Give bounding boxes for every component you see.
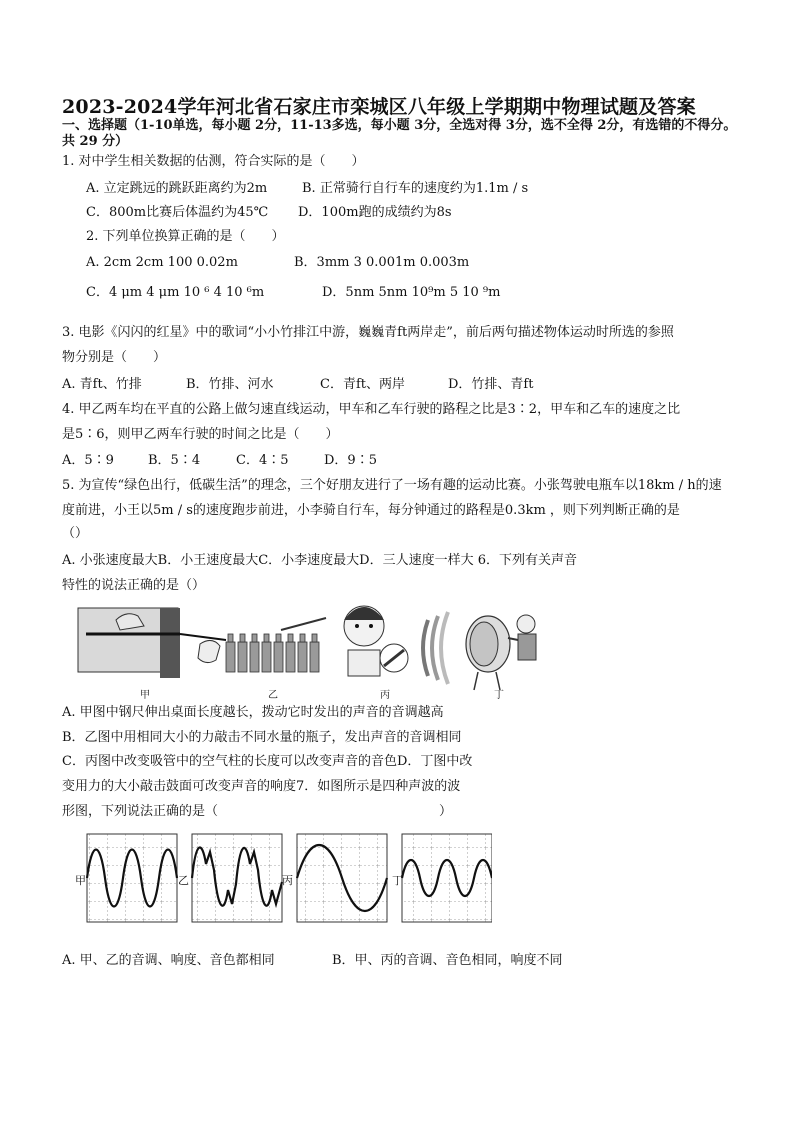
q7-stem: 形图，下列说法正确的是（ ） bbox=[62, 804, 453, 819]
section-heading: 一、选择题（1-10单选，每小题 2分，11-13多选，每小题 3分，全选对得 3分，选不全得 2分，有选错的不得分。共 29 分） bbox=[62, 118, 737, 149]
q1-option-c: C．800m比赛后体温约为45℃ bbox=[86, 205, 269, 220]
q1-option-b: B. 正常骑行自行车的速度约为1.1m / s bbox=[302, 181, 529, 196]
fig7-label-yi: 乙 bbox=[178, 874, 189, 887]
fig6-label-ding: 丁 bbox=[494, 690, 504, 701]
q7-option-b: B．甲、丙的音调、音色相同，响度不同 bbox=[332, 953, 563, 968]
boy-straw-illustration bbox=[344, 606, 408, 676]
fig6-label-jia: 甲 bbox=[140, 690, 150, 701]
bottles-illustration bbox=[226, 618, 326, 672]
q2-option-a: A. 2cm 2cm 100 0.02m bbox=[86, 255, 238, 270]
page-title: 2023-2024学年河北省石家庄市栾城区八年级上学期期中物理试题及答案 bbox=[62, 96, 696, 118]
q5-stem-line1: 5. 为宣传“绿色出行，低碳生活”的理念，三个好朋友进行了一场有趣的运动比赛。小张驾驶电瓶车以18km / h的速 bbox=[62, 478, 722, 493]
q3-option-c: C．青ft、两岸 bbox=[320, 377, 405, 392]
q3-option-b: B．竹排、河水 bbox=[186, 377, 274, 392]
q5-stem-line2: 度前进，小王以5m / s的速度跑步前进，小李骑自行车，每分钟通过的路程是0.3km ，则下列判断正确的是 bbox=[62, 503, 680, 518]
q3-stem-line1: 3. 电影《闪闪的红星》中的歌词“小小竹排江中游，巍巍青ft两岸走”，前后两句描述物体运动时所选的参照 bbox=[62, 325, 674, 340]
q4-option-b: B．5∶4 bbox=[148, 453, 201, 468]
q3-option-d: D．竹排、青ft bbox=[448, 377, 534, 392]
sound-experiments-figure bbox=[76, 600, 546, 698]
q3-stem-line2: 物分别是（ ） bbox=[62, 350, 167, 365]
waveform-panel-bing bbox=[297, 834, 387, 922]
q2-option-d: D．5nm 5nm 10⁹m 5 10 ⁹m bbox=[322, 285, 501, 300]
q6-stem: 特性的说法正确的是（） bbox=[62, 578, 206, 593]
fig6-label-yi: 乙 bbox=[268, 690, 278, 701]
q3-option-a: A. 青ft、竹排 bbox=[62, 377, 142, 392]
q6-option-d: 变用力的大小敲击鼓面可改变声音的响度7．如图所示是四种声波的波 bbox=[62, 779, 461, 794]
q5-options: A. 小张速度最大B．小王速度最大C．小李速度最大D．三人速度一样大 6．下列有关声音 bbox=[62, 553, 577, 568]
q1-option-d: D．100m跑的成绩约为8s bbox=[298, 205, 452, 220]
fig7-label-bing: 丙 bbox=[282, 874, 293, 887]
q5-stem-line3: （） bbox=[62, 526, 89, 541]
q4-option-a: A．5∶9 bbox=[62, 453, 114, 468]
q6-option-c: C．丙图中改变吸管中的空气柱的长度可以改变声音的音色D．丁图中改 bbox=[62, 754, 473, 769]
q1-option-a: A. 立定跳远的跳跃距离约为2m bbox=[86, 181, 268, 196]
q4-option-c: C．4∶5 bbox=[236, 453, 289, 468]
fig7-label-ding: 丁 bbox=[392, 874, 403, 887]
q4-stem-line2: 是5∶6，则甲乙两车行驶的时间之比是（ ） bbox=[62, 427, 339, 442]
q1-stem: 1. 对中学生相关数据的估测，符合实际的是（ ） bbox=[62, 154, 365, 169]
q7-option-a: A. 甲、乙的音调、响度、音色都相同 bbox=[62, 953, 275, 968]
q6-option-b: B．乙图中用相同大小的力敲击不同水量的瓶子，发出声音的音调相同 bbox=[62, 730, 462, 745]
q4-stem-line1: 4. 甲乙两车均在平直的公路上做匀速直线运动，甲车和乙车行驶的路程之比是3∶2，甲车和乙车的速度之比 bbox=[62, 402, 681, 417]
q2-option-b: B．3mm 3 0.001m 0.003m bbox=[294, 255, 470, 270]
ruler-table-illustration bbox=[78, 608, 226, 678]
waveform-panel-yi bbox=[192, 834, 282, 922]
waveform-panel-jia bbox=[87, 834, 177, 922]
q2-option-c: C．4 μm 4 μm 10 ⁶ 4 10 ⁶m bbox=[86, 285, 265, 300]
fig6-label-bing: 丙 bbox=[380, 690, 390, 701]
q2-stem: 2. 下列单位换算正确的是（ ） bbox=[86, 229, 285, 244]
fig7-label-jia: 甲 bbox=[75, 874, 86, 887]
q4-option-d: D．9∶5 bbox=[324, 453, 377, 468]
drum-illustration bbox=[423, 612, 536, 690]
q6-option-a: A. 甲图中钢尺伸出桌面长度越长，拨动它时发出的声音的音调越高 bbox=[62, 705, 444, 720]
waveform-panel-ding bbox=[402, 834, 492, 922]
